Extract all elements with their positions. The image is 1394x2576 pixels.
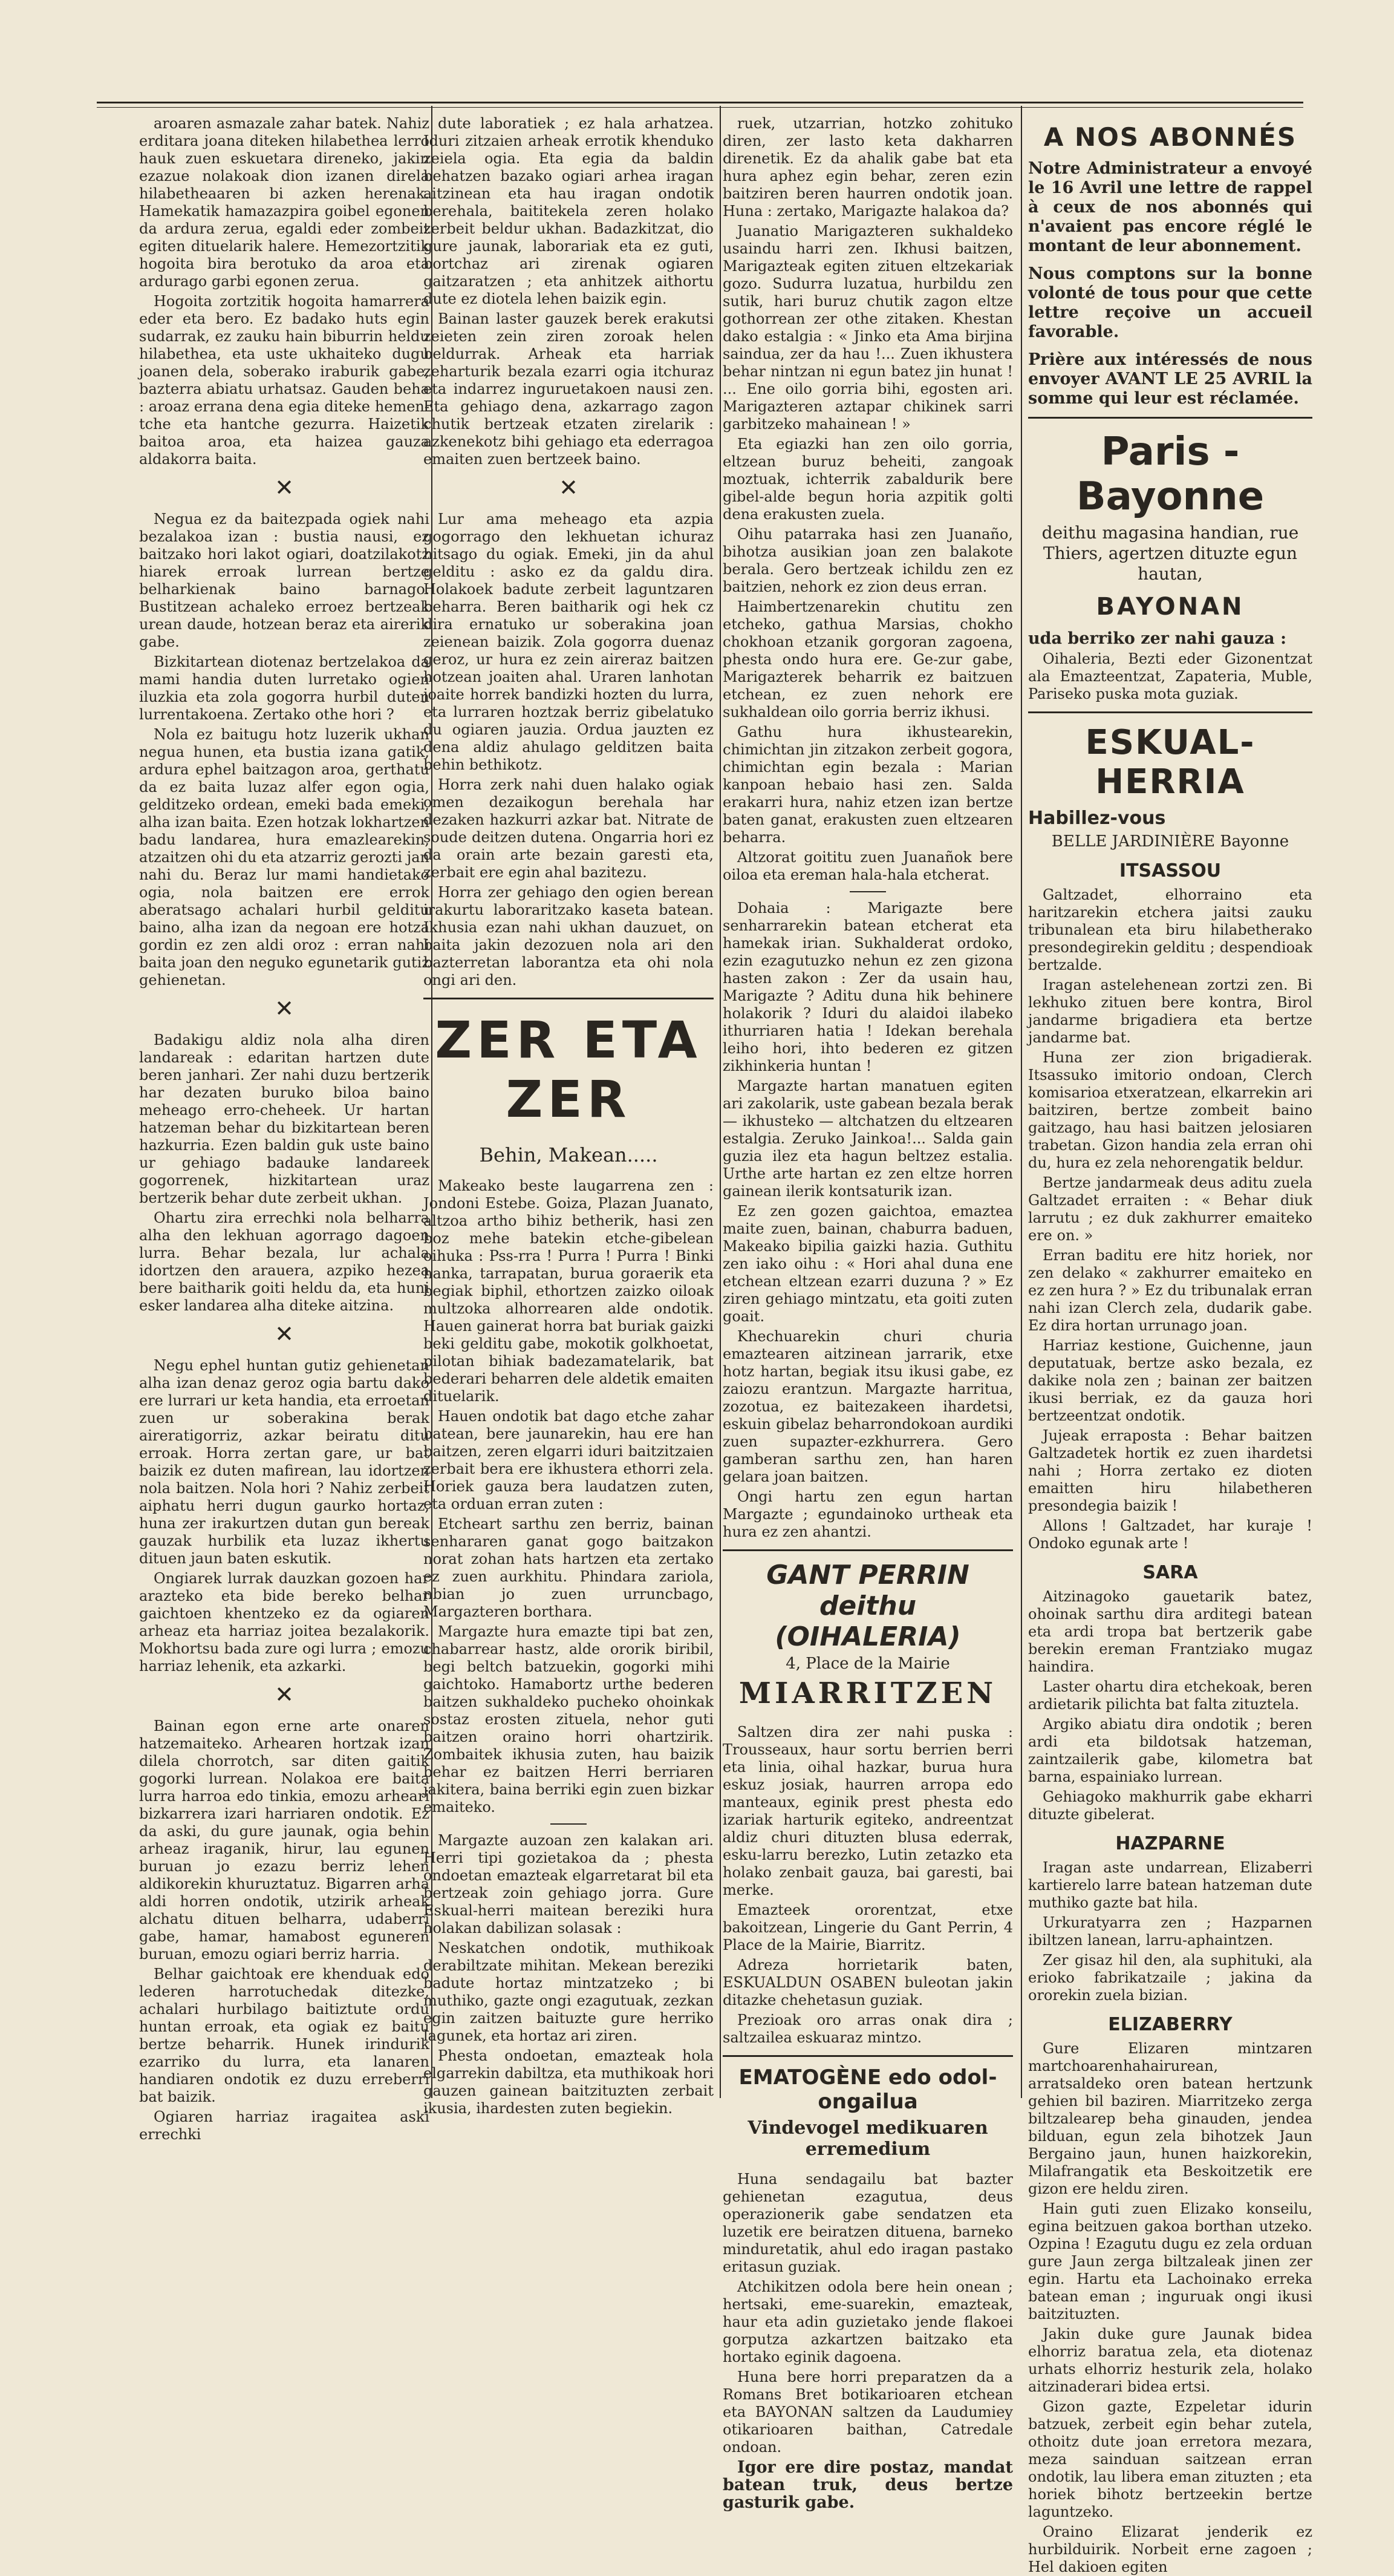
section-divider: [1028, 711, 1312, 713]
paragraph: Gure Elizaren mintzaren martchoarenhahairurean, arratsaldeko oren batean hertzunk gehien bil baziren. Miarritzeko zerga biltzalearep beha ginauden, jendea bilduan, egun zela bihotzek Jaun Bergaino jaun, hunen haizkorekin, Milafrangatik eta Beskoitzetik ere gizon ere heldu ziren.: [1028, 2040, 1312, 2197]
uda-items: Oihaleria, Bezti eder Gizonentzat ala Emazteentzat, Zapateria, Muble, Pariseko puska mota guziak.: [1028, 650, 1312, 702]
ematogene-subtitle: Vindevogel medikuaren erremedium: [747, 2117, 988, 2160]
paragraph: Gehiagoko makhurrik gabe ekharri dituzte gibelerat.: [1028, 1788, 1312, 1823]
paragraph: Urkuratyarra zen ; Hazparnen ibiltzen lanean, larru-aphaintzen.: [1028, 1914, 1312, 1949]
eskual-herria-title: ESKUAL-HERRIA: [1085, 723, 1256, 802]
paragraph: Oihu patarraka hasi zen Juanaño, bihotza ausikian joan zen balakote berala. Gero bertzeak ichildu zen ez baitzien, nehork ez zion deus erran.: [723, 526, 1013, 595]
paragraph: Adreza horrietarik baten, ESKUALDUN OSABEN buleotan jakin ditazke chehetasun guziak.: [723, 1957, 1013, 2009]
paragraph: Bertze jandarmeak deus aditu zuela Galtzadet erraiten : « Behar diuk larrutu ; ez duk zakhurrer emaiteko ere on. »: [1028, 1174, 1312, 1244]
paragraph: Lur ama meheago eta azpia gogorrago den lekhuetan ichuraz hitsago du ogiak. Emeki, jin da ahul gelditu : asko ez da galdu dira. Holakoek badute zerbeit laguntzaren beharra. Beren baitharik ogi hek cz dira ernatuko ur soberakina joan zeienean baizik. Zola gogorra duenaz geroz, ur hura ez zein aireraz baitzen hotzean joaiten ahal. Uraren lanhotan joaite horrek bandizki hozten du lurra, eta lurraren hoztzak berriz gibelatuko du ogiaren jauzia. Ordua jauzten ez dena aldiz ahulago gelditzen baita behin bethikotz.: [423, 511, 714, 773]
separator-cross-icon: ✕: [275, 1681, 294, 1708]
column-rule: [720, 106, 721, 2098]
gant-perrin-city: MIARRITZEN: [738, 1676, 997, 1710]
paragraph: Allons ! Galtzadet, har kuraje ! Ondoko egunak arte !: [1028, 1517, 1312, 1552]
paragraph: Argiko abiatu dira ondotik ; beren ardi eta bildotsak hatzeman, zaintzailerik gabe, kilometra bat barna, espainiako lurrean.: [1028, 1716, 1312, 1785]
habillez-text: Habillez-vous: [1028, 808, 1166, 829]
news-place: SARA: [1142, 1562, 1198, 1583]
abonnes-title: A NOS ABONNÉS: [1043, 122, 1297, 152]
column-2: [423, 115, 714, 2117]
paragraph: Neskatchen ondotik, muthikoak derabiltzate mihitan. Mekean bereziki badute hortaz mintzatzeko ; bi muthiko, gazte ongi ezagutuak, zezkan egin zaitzen baituzte gure herriko lagunek, eta hortaz ari ziren.: [423, 1940, 714, 2044]
paragraph: Laster ohartu dira etchekoak, beren ardietarik pilichta bat falta zituztela.: [1028, 1678, 1312, 1713]
gant-perrin-address: 4, Place de la Mairie: [786, 1655, 950, 1673]
paragraph: Iragan astelehenean zortzi zen. Bi lekhuko zituen bere kontra, Birol jandarme brigadiera eta bertze jandarme bat.: [1028, 976, 1312, 1046]
separator-cross-icon: ✕: [275, 1321, 294, 1347]
section-divider: [423, 998, 714, 999]
paragraph: Hauen ondotik bat dago etche zahar batean, bere jaunarekin, hau ere han baitzen, zeren elgarri iduri baitzitzaien zerbait bera ere ikhustera ethorri zela. Horiek gauza bera laudatzen zuten, eta orduan erran zuten :: [423, 1408, 714, 1512]
paragraph: Huna zer zion brigadierak. Itsassuko imitorio ondoan, Clerch komisarioa etxeratzean, elkarrekin ari baitziren, bertze zombeit baino gaitzago, hau hasi baitzen jelosiaren trabetan. Gizon handia zela erran ohi du, hura ez zela nehorengatik beldur.: [1028, 1049, 1312, 1171]
paragraph: dute laboratiek ; ez hala arhatzea. Iduri zitzaien arheak errotik khenduko zeiela ogia. Eta egia da baldin behatzen bazako ogiari arhea iragan aitzinean eta hau iragan ondotik berehala, baititekela zeren holako zerbeit beldur ukhan. Badazkitzat, dio gure jaunak, laborariak eta ez guti, bortchaz ari zirenak ogiaren gaitzaratzen ; eta anhitzek aithortu dute ez diotela lehen baizik egin.: [423, 115, 714, 307]
paragraph: Etcheart sarthu zen berriz, bainan senhararen ganat gogo baitzakon norat zohan hats hartzen eta zertako ez zuen aurkhitu. Phindara zariola, nbian jo zuen urruncbago, Margazteren borthara.: [423, 1515, 714, 1620]
paragraph: Hain guti zuen Elizako konseilu, egina beitzuen gakoa borthan utzeko. Ozpina ! Ezagutu dugu ez zela orduan gure Jaun zerga biltzaleak jinen zer egin. Hartu eta Lachoinako erreka batean eman ; inguruak ongi ikusi baitzituzten.: [1028, 2200, 1312, 2323]
paragraph: Belhar gaichtoak ere khenduak edo lederen harrotuchedak ditezke, achalari hurbilago baitiztute ordu huntan erroak, eta ogiak ez baitu bertze beharrik. Hunek irindurik ezarriko du lurra, eta lanaren handiaren ondotik ez duzu erreberri bat baizik.: [139, 1966, 429, 2105]
paragraph: Ez zen gozen gaichtoa, emaztea maite zuen, bainan, chaburra baduen, Makeako bipilia gaizki hazia. Guthitu zen iako oihu : « Hori ahal duna ene etchean eltzean ezarri duzuna ? » Ez ziren gehiago mintzatu, eta goiti zuten goait.: [723, 1203, 1013, 1325]
short-divider: [550, 1823, 587, 1825]
paragraph: Emazteek ororentzat, etxe bakoitzean, Lingerie du Gant Perrin, 4 Place de la Mairie, Biarritz.: [723, 1901, 1013, 1953]
paragraph: Horra zer gehiago den ogien berean irakurtu laboraritzako kaseta batean. Ikhusia ezan nahi ukhan dauzuet, on baita jakin dezozuen nola ari den bazterretan laborantza eta ohi nola ongi ari den.: [423, 884, 714, 989]
section-divider: [1028, 417, 1312, 419]
bayonan-heading: BAYONAN: [1096, 593, 1245, 621]
paragraph: Phesta ondoetan, emazteak hola elgarrekin dabiltza, eta muthikoak hori gauzen gainean baitzituzten zerbait ikusia, ihardesten zuten begiekin.: [423, 2047, 714, 2117]
closing-line: Oraino Elizarat jenderik ez hurbilduirik. Norbeit erne zagoen ; Hel dakioen egiten: [1028, 2523, 1312, 2575]
paragraph: Negu ephel huntan gutiz gehienetan alha izan denaz geroz ogia bartu dako ere lurrari ur keta handia, eta erroetan zuen ur soberakina berak aireratigorriz, azkar beiratu ditu erroak. Horra zertan gare, ur bat baizik ez duten mafirean, lau idortzen nola baitzen. Nola hori ? Nahiz zerbeit aiphatu herri dugun gaurko hortaz, huna zer irakurtzen dutan gun bereak gauzak hurbilik eta luzaz ikhertu dituen jaun baten eskutik.: [139, 1357, 429, 1567]
paragraph: Igor ere dire postaz, mandat batean truk, deus bertze gasturik gabe.: [723, 2458, 1013, 2512]
paragraph: Huna bere horri preparatzen da a Romans Bret botikarioaren etchean eta BAYONAN saltzen da Laudumiey otikarioaren baithan, Catredale ondoan.: [723, 2368, 1013, 2456]
paragraph: Zer gisaz hil den, ala suphituki, ala erioko fabrikatzaile ; jakina da ororekin zuela bizian.: [1028, 1952, 1312, 2004]
paragraph: Bizkitartean diotenaz bertzelakoa da mami handia duten lurretako ogien iluzkia eta zola gogorra hurbil duten lurrentakoena. Zertako othe hori ?: [139, 653, 429, 723]
section-divider: [723, 1549, 1013, 1551]
paragraph: Gathu hura ikhustearekin, chimichtan jin zitzakon zerbeit gogora, chimichtan egin bezala : Marian kanpoan hebaio hasi zen. Salda erakarri hura, nahiz etzen izan bertze baten ganat, erakusten zuen eltzearen beharra.: [723, 724, 1013, 846]
paragraph: Harriaz kestione, Guichenne, jaun deputatuak, bertze asko bezala, ez dakike nola zen ; bainan zer baitzen ikusi berriak, ez da gauza hori bertzeentzat ondotik.: [1028, 1337, 1312, 1424]
paragraph: ruek, utzarrian, hotzko zohituko diren, zer lasto keta dakharren direnetik. Ez da ahalik gabe bat eta hura aphez egin behar, zeren ezin baitziren beren haurren ondotik joan. Huna : zertako, Marigazte halakoa da?: [723, 115, 1013, 220]
paragraph: Erran baditu ere hitz horiek, nor zen delako « zakhurrer emaiteko en ez zen hura ? » Ez du tribunalak erran nahi izan Clerch zela, dudarik gabe. Ez dira hortan urrunago joan.: [1028, 1247, 1312, 1334]
column-3: [723, 115, 1013, 2512]
abonnes-text: Prière aux intéressés de nous envoyer AVANT LE 25 AVRIL la somme qui leur est réclamée.: [1028, 350, 1312, 408]
column-rule: [1021, 106, 1022, 2098]
separator-cross-icon: ✕: [275, 995, 294, 1022]
paragraph: Huna sendagailu bat bazter gehienetan ezagutua, deus operazionerik gabe sendatzen eta luzetik ere beiratzen dituena, barneko minduretatik, ahul edo iragan pastako eritasun guziak.: [723, 2171, 1013, 2275]
paragraph: Margazte hura emazte tipi bat zen, chabarrear hastz, alde ororik biribil, begi beltch batzuekin, gogorki mihi gaichtoko. Hamabortz urthe bederen baitzen sukhaldeko pucheko ohoinkak sostaz erosten zituela, nehor guti baitzen oraino horri ohartzirik. Zombaitek ikhusia zuten, hau baizik behar ez baitzen Herri berriaren jakitera, baina berriki egin zuen bizkar emaiteko.: [423, 1623, 714, 1816]
paragraph: Negua ez da baitezpada ogiek nahi bezalakoa izan : bustia nausi, ez baitzako hori lakot ogiari, doatzilakotz hiarek erroak lurrean bertze belharkienak baino barnago. Bustitzean achaleko erroez bertzeak urean daude, hotzean beraz eta airerik gabe.: [139, 511, 429, 650]
paragraph: Galtzadet, elhorraino eta haritzarekin etchera jaitsi zauku tribunalean eta biru hilabetherako presondegirekin gelditu ; despendioak bertzalde.: [1028, 886, 1312, 973]
paris-bayonne-text: deithu magasina handian, rue Thiers, agertzen dituzte egun hautan,: [1041, 523, 1299, 584]
top-rule: [97, 102, 1303, 108]
paragraph: Atchikitzen odola bere hein onean ; hertsaki, eme-suarekin, emazteak, haur eta adin guzietako jende flakoei gorputza azkartzen baitzako eta hortako eginik dagoena.: [723, 2278, 1013, 2365]
paragraph: Margazte auzoan zen kalakan ari. Herri tipi gozietakoa da ; phesta ondoetan emazteak elgarretarat bil eta bertzeak zoin gehiago jorra. Gure Eskual-herri maitean bereziki hura holakan dabilizan solasak :: [423, 1832, 714, 1937]
paragraph: Makeako beste laugarrena zen : Jondoni Estebe. Goiza, Plazan Juanato, altzoa artho bihiz betherik, hasi zen boz mehe batekin etche-gibelean oihuka : Pss-rra ! Purra ! Purra ! Binki hanka, tarrapatan, burua goraerik eta begiak biphil, ethortzen zaizko oiloak multzoka alhorrearen alde ondotik. Hauen gainerat horra bat buriak gaizki beki gelditu gabe, mokotik golkhoetat, pilotan bihiak badezamatelarik, bat bederari beharren dele aldetik emaiten dituelarik.: [423, 1177, 714, 1405]
separator-cross-icon: ✕: [275, 474, 294, 501]
paragraph: aroaren asmazale zahar batek. Nahiz erditara joana diteken hilabethea lerro hauk zuen eskuetara direneko, jakin ezazue nolakoak dion izanen direla hilabetheaaren bi azken herenak. Hamekatik hamazazpira goibel egonen da ardura zerua, egaldi eder zombeit egiten dituelarik halere. Hemezortzitik hogoita bira berotuko da aroa eta ardurago garbi egonen zerua.: [139, 115, 429, 290]
uda-heading: uda berriko zer nahi gauza :: [1028, 629, 1287, 648]
separator-cross-icon: ✕: [559, 474, 578, 501]
paragraph: Margazte hartan manatuen egiten ari zakolarik, uste gabean bezala berak — ikhusteko — altchatzen du eltzearen estalgia. Zeruko Jainkoa!... Salda gain guzia ilez eta hagun beltzez estalia. Urthe arte hartan ez zen eltze horren gainean ilerik kontsaturik izan.: [723, 1077, 1013, 1200]
paragraph: Khechuarekin churi churia emaztearen aitzinean jarrarik, etxe hotz hartan, begiak itsu ikusi gabe, ez zaiozu erantzun. Margazte harritua, zozotua, ez baitezakeen ihardetsi, eskuin gibelaz beharrondokoan aurdiki zuen supazter-ezkhurrera. Gero gamberan sarthu zen, han haren gelara joan baitzen.: [723, 1328, 1013, 1485]
paragraph: Bainan laster gauzek berek erakutsi zeieten zein ziren zoroak helen beldurrak. Arheak eta harriak zeharturik bezala ezarri ogia itchuraz eta indarrez inguruetakoen nausi zen. Eta gehiago dena, azkarrago zagon chutik bertzeak etzaten zirelarik : azkenekotz bihi gehiago eta ederragoa emaiten zuen bertzeek baino.: [423, 310, 714, 468]
belle-jardiniere-text: BELLE JARDINIÈRE Bayonne: [1051, 832, 1289, 851]
news-place: ELIZABERRY: [1108, 2014, 1233, 2035]
paragraph: Prezioak oro arras onak dira ; saltzailea eskuaraz mintzo.: [723, 2012, 1013, 2046]
closing-line: Ogiaren harriaz iragaitea aski errechki: [139, 2108, 429, 2143]
paragraph: Jakin duke gure Jaunak bidea elhorriz baratua zela, eta diotenaz urhats elhorriz hesturik zela, holako aitzinaderari bidea ertsi.: [1028, 2326, 1312, 2395]
paragraph: Haimbertzenarekin chutitu zen etcheko, gathua Marsias, chokho chokhoan etzanik gorgoran zagoena, phesta ondo hura ere. Ge-zur gabe, Marigazterek beharrik ez baitzuen etchean, ez zuen nehork ere sukhaldean oilo gorria berriz ikhusi.: [723, 598, 1013, 721]
section-divider: [723, 2055, 1013, 2057]
gant-perrin-title: GANT PERRIN deithu (OIHALERIA): [766, 1560, 969, 1652]
paragraph: Gizon gazte, Ezpeletar idurin batzuek, zerbeit egin behar zutela, othoitz dute joan erretora mezara, meza sainduan saitzean erran ondotik, lau libera eman zituzten ; eta horiek bihotz bertzeekin bertze laguntzeko.: [1028, 2398, 1312, 2520]
paris-bayonne-title: Paris - Bayonne: [1076, 430, 1265, 519]
column-1: [139, 115, 429, 2143]
column-4: [1028, 115, 1312, 2575]
paragraph: Aitzinagoko gauetarik batez, ohoinak sarthu dira arditegi batean eta ardi tropa bat bertzerik gabe berekin ereman Frantziako mugaz haindira.: [1028, 1588, 1312, 1675]
paragraph: Altzorat goititu zuen Juanañok bere oiloa eta ereman hala-hala etcherat.: [723, 849, 1013, 883]
paragraph: Dohaia : Marigazte bere senharrarekin batean etcherat eta hamekak irian. Sukhalderat ordoko, ezin ezagutuzko nehun ez zen gizona hasten zakon : Zer da usain hau, Marigazte ? Aditu duna hik behinere holakorik ? Iduri du alaidoi ilabeko ithurriaren hatia ! Idekan berehala leiho hori, ihto bederen ez gitzen zikhinkeria huntan !: [723, 900, 1013, 1074]
section-subtitle: Behin, Makean.....: [479, 1143, 658, 1166]
news-place: ITSASSOU: [1119, 860, 1222, 881]
section-masthead: ZER ETA ZER: [435, 1010, 702, 1129]
paragraph: Nola ez baitugu hotz luzerik ukhan negua hunen, eta bustia izana gatik, ardura ephel baitzagon aroa, gerthatu da ez baita luzaz alfer egon ogia, gelditzeko ordean, emeki bada emeki, alha izan baita. Ezen hotzak lokhartzen badu landarea, hura emazlearekin, atzaitzen ohi du eta atzarriz gerozti jan nahi du. Beraz lur mami handietako ogia, nola baitzen ere errok aberatsago achalari hurbil gelditu baino, alha izan da negoan ere hotza gordin ez zen aldi oroz : erran nahi baita joan den neguko egunetarik gutiz gehienetan.: [139, 726, 429, 989]
paragraph: Bainan egon erne arte onaren hatzemaiteko. Arhearen hortzak izan dilela chorrotch, sar diten gaitik gogorki lurrean. Nolakoa ere baita lurra harroa edo tinkia, emozu arheari bizkarrera izari harriaren ondotik. Ez da aski, du gure jaunak, ogia behin arheaz iraganik, hirur, lau egunen buruan jo ezazu berriz lehen aldikorekin khuruztatuz. Bigarren arha aldi horren ondotik, utzirik arheak alchatu dituen belharra, udaberri gabe, hamar, hamabost eguneren buruan, emozu ogiari berriz harria.: [139, 1718, 429, 1963]
paragraph: Ongiarek lurrak dauzkan gozoen har arazteko eta bide bereko belhar gaichtoen khentzeko ez da ogiaren arheaz eta harriaz joitea bezalakorik. Mokhortsu bada zure ogi lurra ; emozu harriaz lehenik, eta azkarki.: [139, 1570, 429, 1675]
abonnes-text: Notre Administrateur a envoyé le 16 Avril une lettre de rappel à ceux de nos abonnés qui n'avaient pas encore réglé le montant de leur abonnement.: [1028, 159, 1312, 255]
abonnes-text: Nous comptons sur la bonne volonté de tous pour que cette lettre reçoive un accueil favorable.: [1028, 264, 1312, 341]
paragraph: Iragan aste undarrean, Elizaberri kartierelo larre batean hatzeman dute muthiko gazte bat hila.: [1028, 1859, 1312, 1911]
paragraph: Badakigu aldiz nola alha diren landareak : edaritan hartzen dute beren janhari. Zer nahi duzu bertzerik har dezaten buruko biloa baino meheago erro-cheheek. Ur hartan hatzeman behar du bizkitartean beren hazkurria. Ezen baldin guk uste baino ur gehiago badauke landareek gogorrenek, hizkitartean uraz bertzerik behar dute zerbeit ukhan.: [139, 1031, 429, 1206]
paragraph: Saltzen dira zer nahi puska : Trousseaux, haur sortu berrien berri eta linia, oihal hazkar, burua hura eskuz josiak, haurren arropa edo manteaux, eginik prest phesta edo izariak harturik egiteko, andreentzat aldiz churi dituzten blusa ederrak, esku-larru berezko, Lutin zetazko eta holako zenbait gauza, bai garesti, bai merke.: [723, 1724, 1013, 1898]
news-place: HAZPARNE: [1115, 1833, 1225, 1854]
paragraph: Eta egiazki han zen oilo gorria, eltzean buruz beheiti, zangoak moztuak, ichterrik zabaldurik bere gibel-alde begun horia azpitik golti dena erakusten zuela.: [723, 436, 1013, 523]
short-divider: [850, 891, 886, 892]
paragraph: Jujeak erraposta : Behar baitzen Galtzadetek hortik ez zuen ihardetsi nahi ; Horra zertako ez dioten emaitten hiru hilabetheren presondegia baizik !: [1028, 1427, 1312, 1514]
paragraph: Hogoita zortzitik hogoita hamarrera eder eta bero. Ez badako huts egin sudarrak, ez zauku hain biburrin heldu hilabethea, eta uste ukhaiteko dugu joanen dela, soberako iraburik gabe, bazterra abiatu urhatsaz. Gauden beha : aroaz errana dena egia diteke hemen-tche eta hantche gezurra. Haizetik baitoa aroa, eta haizea gauza aldakorra baita.: [139, 293, 429, 468]
paragraph: Juanatio Marigazteren sukhaldeko usaindu harri zen. Ikhusi baitzen, Marigazteak egiten zituen eltzekariak gozo. Sudurra luzatua, hurbildu zen sutik, hari buruz chutik zagon eltze gothorrean zer othe zitaken. Khestan dako estalgia : « Jinko eta Ama birjina saindua, zer da hau !... Zuen ikhustera behar nintzan ni egun batez jin hunat ! ... Ene oilo gorria bihi, egosten ari. Marigazteren aztapar chikinek sarri garbitzeko mahainean ! »: [723, 223, 1013, 433]
paragraph: Ohartu zira errechki nola belharra alha den lekhuan agorrago dagoen lurra. Behar bezala, lur achala idortzen den arauera, azpiko hezea bere baitharik goiti heldu da, eta huni esker landarea alha diteke aitzina.: [139, 1209, 429, 1314]
ematogene-title: EMATOGÈNE edo odol-ongailua: [738, 2065, 997, 2114]
paragraph: Ongi hartu zen egun hartan Margazte ; egundainoko urtheak eta hura ez zen ahantzi.: [723, 1488, 1013, 1540]
paragraph: Horra zerk nahi duen halako ogiak omen dezaikogun berehala har dezaken hazkurri azkar bat. Nitrate de soude deitzen dutena. Ongarria hori ez da orain arte bezain garesti eta, zerbait ere egin ahal bazitezu.: [423, 776, 714, 881]
